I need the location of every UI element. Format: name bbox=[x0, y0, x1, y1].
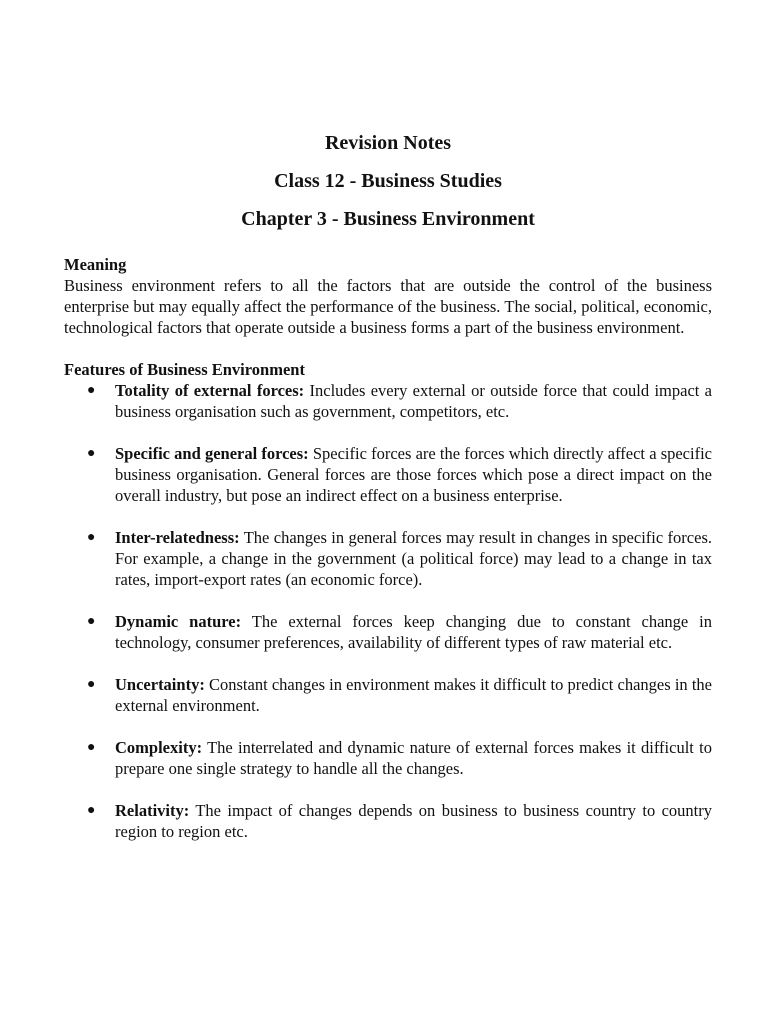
feature-term: Relativity: bbox=[115, 801, 190, 820]
feature-description: Constant changes in environment makes it difficult to predict changes in the external environment. bbox=[115, 675, 712, 715]
list-item bbox=[64, 800, 712, 842]
meaning-paragraph: Business environment refers to all the factors that are outside the control of the business enterprise but may equally affect the performance of the business. The social, political, economic, technological factors that operate outside a business forms a part of the business environment. bbox=[64, 276, 712, 337]
meaning-heading: Meaning bbox=[64, 255, 127, 274]
document-page bbox=[64, 124, 712, 863]
feature-term: Specific and general forces: bbox=[115, 444, 309, 463]
document-title: Revision Notes bbox=[324, 132, 452, 154]
bullet-icon: ● bbox=[87, 614, 96, 629]
list-item bbox=[64, 674, 712, 716]
feature-description: The impact of changes depends on business to business country to country region to region etc. bbox=[115, 801, 712, 841]
feature-term: Inter-relatedness: bbox=[115, 528, 240, 547]
feature-term: Complexity: bbox=[115, 738, 203, 757]
bullet-icon: ● bbox=[87, 803, 96, 818]
bullet-icon: ● bbox=[87, 677, 96, 692]
features-heading: Features of Business Environment bbox=[64, 360, 305, 379]
list-item bbox=[64, 737, 712, 779]
feature-description: The interrelated and dynamic nature of external forces makes it difficult to prepare one single strategy to handle all the changes. bbox=[115, 738, 712, 778]
feature-term: Dynamic nature: bbox=[115, 612, 242, 631]
feature-description: Specific forces are the forces which directly affect a specific business organisation. General forces are those forces which pose a direct impact on the overall industry, but pose an indirect effect on a business enterprise. bbox=[115, 444, 712, 505]
class-subtitle: Class 12 - Business Studies bbox=[274, 170, 502, 192]
document-header bbox=[64, 124, 712, 238]
list-item bbox=[64, 611, 712, 653]
feature-description: The external forces keep changing due to constant change in technology, consumer preferences, availability of different types of raw material etc. bbox=[115, 612, 713, 652]
list-item bbox=[64, 527, 712, 590]
features-list bbox=[64, 380, 712, 842]
feature-term: Uncertainty: bbox=[115, 675, 205, 694]
bullet-icon: ● bbox=[87, 446, 96, 461]
bullet-icon: ● bbox=[87, 530, 96, 545]
bullet-icon: ● bbox=[87, 383, 96, 398]
bullet-icon: ● bbox=[87, 740, 96, 755]
feature-description: The changes in general forces may result in changes in specific forces. For example, a change in the government (a political force) may lead to a change in tax rates, import-export rates (an economic force). bbox=[115, 528, 712, 589]
list-item bbox=[64, 380, 712, 422]
chapter-subtitle: Chapter 3 - Business Environment bbox=[241, 208, 535, 230]
feature-description: Includes every external or outside force that could impact a business organisation such as government, competitors, etc. bbox=[115, 381, 712, 421]
feature-term: Totality of external forces: bbox=[115, 381, 305, 400]
list-item bbox=[64, 443, 712, 506]
